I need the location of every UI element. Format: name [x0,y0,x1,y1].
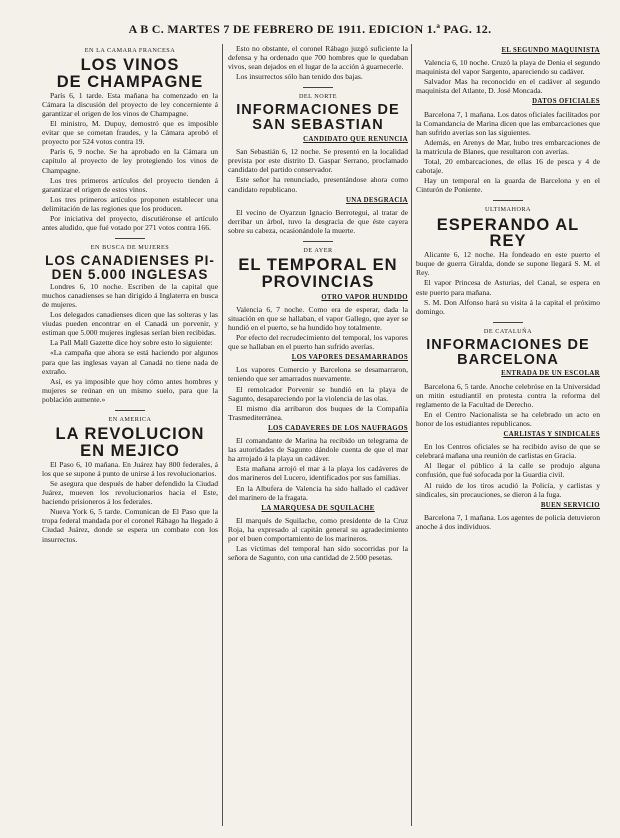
paragraph: En el Centro Nacionalista se ha celebrado un acto en honor de los estudiantes republicanos. [416,409,600,428]
paragraph: Por iniciativa del proyecto, discutiéronse el artículo antes aludido, que fué votado por 271 votos contra 166. [42,213,218,233]
paragraph: «La campaña que ahora se está haciendo por algunos para que las inglesas vayan al Canadá no tiene nada de extraño. [42,348,218,376]
headline: INFORMACIONES DE BARCELONA [426,336,590,368]
headline: DE CHAMPAGNE [56,72,204,91]
paragraph: Los insurrectos sólo han tenido dos bajas. [236,72,363,82]
paragraph: Las víctimas del temporal han sido socorridas por la señora de Sagunto, con una cantidad de 2.500 pesetas. [228,544,408,563]
paragraph: Salvador Mas ha reconocido en el cadáver al segundo maquinista del Atlante, D. José Moncada. [416,77,600,96]
paragraph: El vapor Princesa de Asturias, del Canal, se espera en este puerto para mañana. [416,278,600,297]
section-label: DE CATALUÑA [483,327,533,335]
divider [115,410,145,411]
headline: LOS VINOS [80,56,180,75]
paragraph: En los Centros oficiales se ha recibido aviso de que se celebrará mañana una reunión de carlistas en Gracia. [416,442,600,461]
divider [493,322,523,323]
paragraph: Así, es ya imposible que hoy cómo antes hombres y mujeres se reúnan en un mismo suelo, para que la población aumente.» [42,376,218,404]
paragraph: Al ruido de los tiros acudió la Policía, y carlistas y sindicales, sin precauciones, se dieron á la fuga. [416,480,600,499]
paragraph: Barcelona 7, 1 mañana. Los agentes de policía detuvieron anoche á dos individuos. [416,512,600,531]
column-3 [416,44,600,834]
paragraph: Al llegar el público á la calle se produjo alguna confusión, que fué sofocada por la Guardia civil. [416,461,600,480]
section-label: EN LA CAMARA FRANCESA [84,47,176,54]
subheading: CARLISTAS Y SINDICALES [503,431,600,439]
paragraph: La Pall Mall Gazette dice hoy sobre esto lo siguiente: [50,338,213,348]
paragraph: El vecino de Oyarzun Ignacio Berrotegui, al tratar de derribar un árbol, tuvo la desgracia de que éste cayera sobre su cabeza, ocasionándole la muerte. [228,207,408,235]
paragraph: San Sebastián 6, 12 noche. Se presentó en la localidad prevista por este distrito D. Gaspar Serrano, proclamado candidato del partido conservador. [228,147,408,175]
column-2 [228,44,408,834]
headline: LOS CANADIENSES PI- [45,253,215,269]
paragraph: Se asegura que después de haber defendido la Ciudad Juárez, mueven los revolucionarios hacia el Este, haciendo prisioneros á los federales. [42,478,218,507]
paragraph: Este señor ha renunciado, presentándose ahora como candidato republicano. [228,175,408,194]
subheading: LOS CADAVERES DE LOS NAUFRAGOS [268,424,408,432]
headline: INFORMACIONES DE SAN SEBASTIAN [236,102,400,134]
headline: ESPERANDO AL REY [436,215,580,251]
section-label: EN BUSCA DE MUJERES [90,244,170,252]
headline: DEN 5.000 INGLESAS [51,267,209,283]
divider [115,238,145,239]
headline: EL TEMPORAL EN PROVINCIAS [238,256,398,291]
paragraph: Valencia 6, 7 noche. Como era de esperar, dada la situación en que se hallaban, el vapor Gallego, que ayer se hundió en el puerto, se ha hundido hoy totalmente. [228,304,408,332]
column-1 [42,44,218,834]
paragraph: Barcelona 6, 5 tarde. Anoche celebróse en la Universidad un mitin estudiantil en protesta contra la reforma del reglamento de la Facultad de Derecho. [416,381,600,409]
masthead: A B C. MARTES 7 DE FEBRERO DE 1911. EDICION 1.ª PAG. 12. [128,22,492,36]
paragraph: El mismo día arribaron dos buques de la Compañía Trasmediterránea. [228,403,408,422]
column-rule [411,44,412,826]
subheading: LA MARQUESA DE SQUILACHE [261,504,375,512]
subheading: CANDIDATO QUE RENUNCIA [303,136,408,144]
column-rule [222,44,223,826]
paragraph: En la Albufera de Valencia ha sido hallado el cadáver del marinero de la fragata. [228,483,408,502]
subheading: BUEN SERVICIO [540,501,600,509]
paragraph: El comandante de Marina ha recibido un telegrama de las autoridades de Sagunto dándole cuenta de que el mar ha arrojado á la playa un cadáver. [228,436,408,464]
section-label: DEL NORTE [298,93,338,101]
paragraph: Total, 20 embarcaciones, de ellas 16 de pesca y 4 de cabotaje. [416,157,600,176]
section-label: DE AYER [303,246,333,254]
section-label: ULTIMAHORA [484,206,532,214]
subheading: ENTRADA DE UN ESCOLAR [501,370,600,378]
paragraph: Londres 6, 10 noche. Escriben de la capital que muchos canadienses se han dirigido á Inglaterra en busca de mujeres. [42,281,218,309]
paragraph: Además, en Arenys de Mar, hubo tres embarcaciones de la matrícula de Blanes, que resultaron con averías. [416,137,600,156]
paragraph: S. M. Don Alfonso hará su visita á la capital el próximo domingo. [416,297,600,316]
subheading: DATOS OFICIALES [532,98,600,106]
paragraph: Esto no obstante, el coronel Rábago juzgó suficiente la defensa y ha ordenado que 700 hombres que le quedaban vivos, sean dejados en el lugar de la acción á guarnecerle. [228,44,408,72]
divider [303,241,333,242]
paragraph: Nueva York 6, 5 tarde. Comunican de El Paso que la tropa federal mandada por el coronel Rábago ha llegado á Ciudad Juárez, donde se espera un combate con los insurrectos. [42,507,218,544]
paragraph: Barcelona 7, 1 mañana. Los datos oficiales facilitados por la Comandancia de Marina dicen que las embarcaciones que han sufrido averías son las siguientes. [416,109,600,137]
paragraph: El ministro, M. Dupuy, demostró que es imposible evitar que se cometan fraudes, y la Cámara aprobó el proyecto por 524 votos contra 19. [42,119,218,147]
paragraph: Hay un temporal en la guarda de Barcelona y en el Cinturón de Poniente. [416,176,600,195]
section-label: EN AMERICA [108,416,152,423]
divider [303,87,333,88]
paragraph: Los tres primeros artículos del proyecto tienden á garantizar el origen de estos vinos. [42,175,218,194]
paragraph: Esta mañana arrojó el mar á la playa los cadáveres de dos marineros del Lucero, identificados por sus familias. [228,464,408,483]
paragraph: El remolcador Porvenir se hundió en la playa de Sagunto, desapareciendo por la violencia de las olas. [228,384,408,403]
paragraph: París 6, 1 tarde. Esta mañana ha comenzado en la Cámara la discusión del proyecto de ley concerniente á garantizar el origen de los vinos de Champagne. [42,90,218,118]
subheading: UNA DESGRACIA [345,196,408,204]
headline: LA REVOLUCION EN MEJICO [55,425,205,460]
paragraph: Valencia 6, 10 noche. Cruzó la playa de Denia el segundo maquinista del vapor Sargento, apareciendo su cadáver. [416,58,600,77]
paragraph: El marqués de Squilache, como presidente de la Cruz Roja, ha expresado al capitán general su agradecimiento por el buen comportamiento de los marineros. [228,515,408,543]
paragraph: Por efecto del recrudecimiento del temporal, los vapores que se hallaban en el puerto han sufrido averías. [228,333,408,352]
paragraph: Los delegados canadienses dicen que las solteras y las viudas pueden encontrar en el Canadá un porvenir, y estiman que 5.000 mujeres inglesas serían bien recibidas. [42,310,218,338]
divider [493,200,523,201]
paragraph: Los tres primeros artículos proponen establecer una delimitación de las regiones que los producen. [42,194,218,213]
paragraph: Los vapores Comercio y Barcelona se desamarraron, teniendo que ser amarrados nuevamente. [228,365,408,384]
paragraph: París 6, 9 noche. Se ha aprobado en la Cámara un capítulo al proyecto de ley protegiendo los vinos de Champagne. [42,147,218,175]
subheading: EL SEGUNDO MAQUINISTA [501,47,600,54]
subheading: LOS VAPORES DESAMARRADOS [291,354,408,362]
paragraph: El Paso 6, 10 mañana. En Juárez hay 800 federales, á los que se supone á punto de unirse á los revolucionarios. [42,459,218,478]
paragraph: Alicante 6, 12 noche. Ha fondeado en este puerto el buque de guerra Giralda, donde se supone llegará S. M. el Rey. [416,250,600,278]
subheading: OTRO VAPOR HUNDIDO [321,293,408,301]
